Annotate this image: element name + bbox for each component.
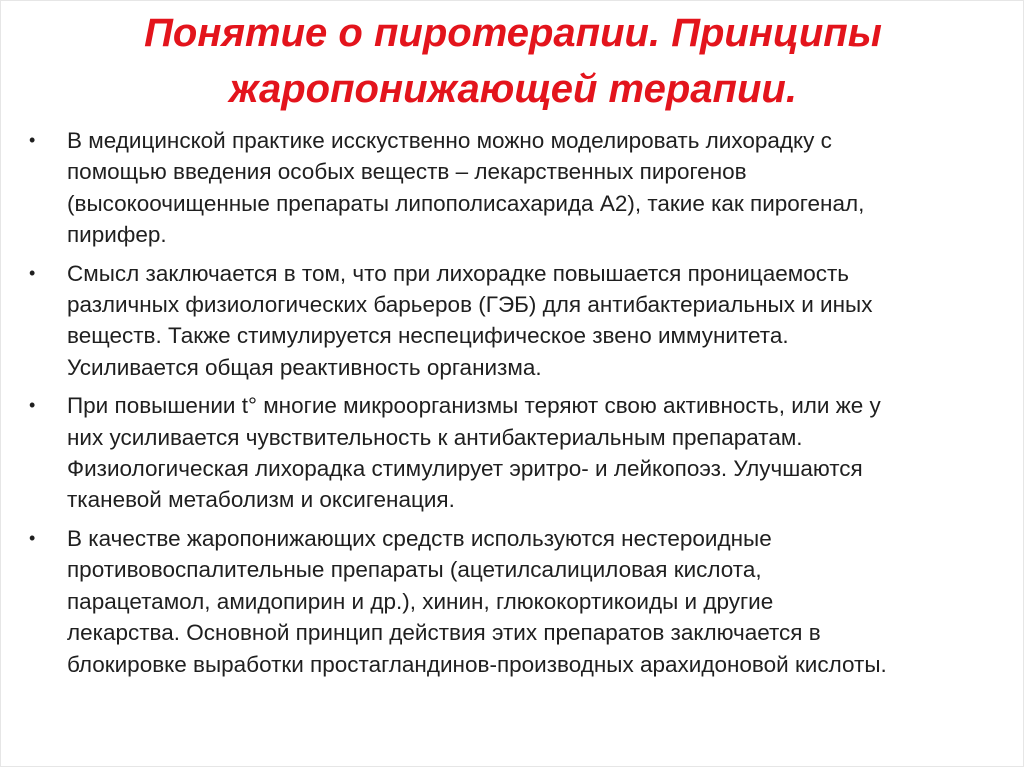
slide-title bbox=[1, 5, 1024, 117]
bullet-item bbox=[23, 125, 1013, 251]
slide-title-line-2: жаропонижающей терапии. bbox=[229, 67, 797, 111]
slide-title-line-1: Понятие о пиротерапии. Принципы bbox=[144, 11, 882, 55]
bullet-dot-icon: • bbox=[29, 395, 36, 416]
bullet-item bbox=[23, 390, 1013, 516]
bullet-list bbox=[23, 125, 1013, 687]
bullet-item bbox=[23, 258, 1013, 384]
bullet-text: При повышении t° многие микроорганизмы теряют свою активность, или же у них усиливается чувствительность к антибактериальным препаратам. Физиологическая лихорадка стимулирует эритро- и лейкопоэз. Улучшаются тканевой метаболизм и оксигенация. bbox=[67, 393, 881, 513]
bullet-dot-icon: • bbox=[29, 262, 36, 283]
bullet-dot-icon: • bbox=[29, 130, 36, 150]
bullet-item bbox=[23, 523, 1013, 680]
bullet-dot-icon: • bbox=[29, 527, 36, 548]
bullet-text: В медицинской практике исскуственно можно моделировать лихорадку с помощью введения особых веществ – лекарственных пирогенов (высокоочищенные препараты липополисахарида А2), такие как пирогенал, пирифер. bbox=[67, 128, 865, 248]
bullet-text: В качестве жаропонижающих средств используются нестероидные противовоспалительные препараты (ацетилсалициловая кислота, парацетамол, амидопирин и др.), хинин, глюкокортикоиды и другие лекарства. Основной принцип действия этих препаратов заключается в блокировке выработки простагландинов-производных арахидоновой кислоты. bbox=[67, 525, 887, 677]
bullet-text: Смысл заключается в том, что при лихорадке повышается проницаемость различных физиологических барьеров (ГЭБ) для антибактериальных и иных веществ. Также стимулируется неспецифическое звено иммунитета. Усиливается общая реактивность организма. bbox=[67, 260, 873, 380]
